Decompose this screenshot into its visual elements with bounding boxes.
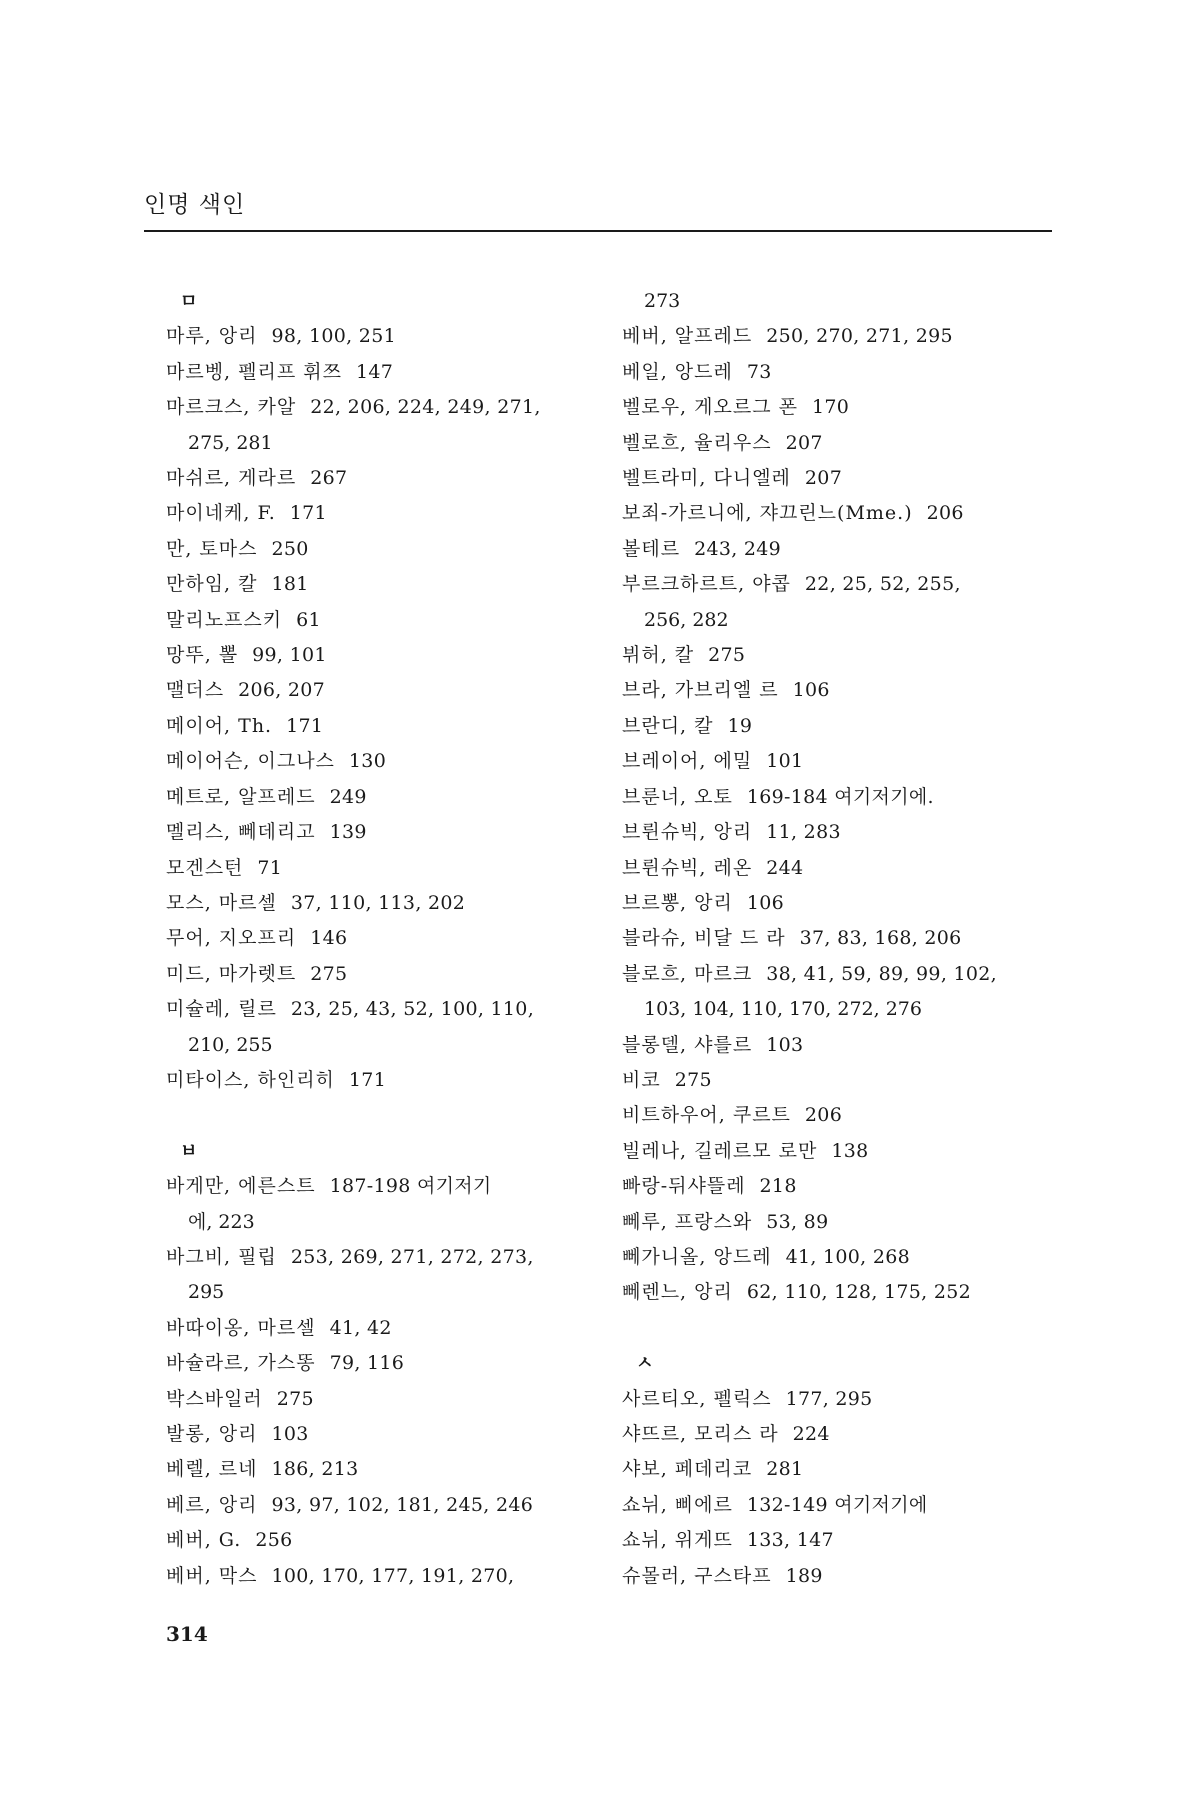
index-entry-name: 벨로우, 게오르그 폰 — [622, 396, 798, 419]
index-section-heading: ㅅ — [636, 1353, 654, 1375]
index-entry — [166, 319, 606, 354]
index-entry-pages: 275 — [708, 644, 746, 667]
index-entry-name: 브르뽕, 앙리 — [622, 891, 733, 914]
index-entry — [622, 1275, 1062, 1310]
index-entry-name: 쇼뉘, 삐에르 — [622, 1493, 733, 1516]
index-entry — [622, 461, 1062, 496]
index-entry — [622, 851, 1062, 886]
index-entry — [622, 1417, 1062, 1452]
index-entry-pages: 99, 101 — [252, 644, 327, 667]
index-entry-continuation: 에, 223 — [188, 1210, 255, 1233]
index-entry-name: 쇼뉘, 위게뜨 — [622, 1529, 733, 1552]
index-entry-pages: 281 — [766, 1458, 804, 1481]
index-entry-name: 미슐레, 릴르 — [166, 998, 277, 1021]
index-entry-pages: 253, 269, 271, 272, 273, — [290, 1245, 534, 1268]
index-entry-pages: 243, 249 — [694, 537, 782, 560]
index-entry — [166, 673, 606, 708]
index-entry-name: 브레이어, 에밀 — [622, 750, 753, 773]
index-entry-name: 마루, 앙리 — [166, 325, 258, 348]
index-entry-name: 브룬너, 오토 — [622, 785, 733, 808]
page-number: 314 — [166, 1622, 208, 1646]
index-entry — [622, 1205, 1062, 1240]
index-entry-name: 박스바일러 — [166, 1387, 263, 1410]
index-entry-name: 발롱, 앙리 — [166, 1422, 258, 1445]
index-entry-name: 베르, 앙리 — [166, 1493, 258, 1516]
index-entry-pages: 250 — [271, 537, 309, 560]
index-entry-pages: 177, 295 — [785, 1387, 873, 1410]
index-entry-pages: 207 — [785, 431, 823, 454]
index-entry — [166, 461, 606, 496]
index-entry-name: 베버, G. — [166, 1529, 242, 1552]
index-entry-pages: 206 — [804, 1104, 843, 1127]
page-header-title: 인명 색인 — [144, 192, 246, 218]
index-entry-name: 브라, 가브리엘 르 — [622, 679, 779, 702]
index-entry-pages: 169-184 여기저기에. — [746, 785, 934, 808]
index-entry-pages: 250, 270, 271, 295 — [766, 325, 953, 348]
index-entry — [622, 815, 1062, 850]
index-entry-name: 사르티오, 펠릭스 — [622, 1387, 772, 1410]
index-entry-pages: 186, 213 — [271, 1458, 359, 1481]
index-entry — [166, 390, 606, 425]
index-entry-pages: 22, 25, 52, 255, — [804, 573, 961, 596]
index-entry-pages: 103 — [766, 1033, 804, 1056]
index-entry-name: 베일, 앙드레 — [622, 360, 733, 383]
index-entry-name: 메이어, Th. — [166, 714, 273, 737]
index-entry-pages: 133, 147 — [746, 1529, 834, 1552]
index-entry — [622, 496, 1062, 531]
index-entry-name: 바따이옹, 마르셀 — [166, 1316, 316, 1339]
index-entry-name: 바슐라르, 가스똥 — [166, 1352, 316, 1375]
index-entry — [622, 1523, 1062, 1558]
index-entry-name: 만하임, 칼 — [166, 573, 258, 596]
index-entry — [622, 355, 1062, 390]
index-entry-pages: 53, 89 — [766, 1210, 829, 1233]
index-entry-pages: 106 — [746, 891, 785, 914]
index-entry-pages: 244 — [766, 856, 804, 879]
index-entry — [166, 1559, 606, 1594]
index-entry-pages: 19 — [727, 714, 753, 737]
index-entry — [622, 744, 1062, 779]
index-entry-pages: 249 — [329, 785, 367, 808]
index-entry-name: 벨트라미, 다니엘레 — [622, 467, 791, 490]
index-entry-pages: 100, 170, 177, 191, 270, — [271, 1564, 515, 1587]
index-entry — [622, 886, 1062, 921]
index-entry-pages: 181 — [271, 573, 309, 596]
index-entry — [622, 780, 1062, 815]
index-entry — [622, 390, 1062, 425]
index-entry-pages: 189 — [785, 1564, 823, 1587]
index-entry-name: 비코 — [622, 1068, 661, 1091]
index-entry-name: 바그비, 필립 — [166, 1245, 277, 1268]
index-entry — [166, 603, 606, 638]
index-entry-pages: 256 — [255, 1529, 293, 1552]
index-entry-name: 마쉬르, 게라르 — [166, 467, 297, 490]
index-entry-name: 블로흐, 마르크 — [622, 962, 753, 985]
index-entry-name: 맬더스 — [166, 679, 225, 702]
index-entry-name: 블롱델, 샤를르 — [622, 1033, 753, 1056]
index-entry-name: 보죄-가르니에, 쟈끄린느(Mme.) — [622, 502, 913, 525]
index-entry-continuation: 273 — [644, 290, 681, 312]
section-gap — [166, 1098, 606, 1133]
index-entry-name: 비트하우어, 쿠르트 — [622, 1104, 791, 1127]
index-entry-name: 슈몰러, 구스타프 — [622, 1564, 772, 1587]
index-entry — [166, 1169, 606, 1204]
index-entry — [166, 1382, 606, 1417]
index-entry — [166, 1311, 606, 1346]
index-entry — [622, 1169, 1062, 1204]
index-entry-pages: 171 — [286, 714, 324, 737]
index-entry-pages: 146 — [310, 927, 348, 950]
index-entry — [166, 957, 606, 992]
index-entry-pages: 206 — [926, 502, 964, 525]
index-entry-name: 메이어슨, 이그나스 — [166, 750, 335, 773]
index-entry-pages: 37, 110, 113, 202 — [290, 891, 466, 914]
index-entry — [166, 638, 606, 673]
index-entry — [622, 921, 1062, 956]
index-entry-name: 브란디, 칼 — [622, 714, 714, 737]
index-entry-name: 무어, 지오프리 — [166, 927, 297, 950]
index-entry-name: 모스, 마르셀 — [166, 891, 277, 914]
index-entry-pages: 218 — [759, 1175, 797, 1198]
index-entry — [622, 319, 1062, 354]
index-entry — [166, 1240, 606, 1275]
index-entry-name: 브륀슈빅, 레온 — [622, 856, 753, 879]
index-entry — [622, 1382, 1062, 1417]
index-entry-pages: 275 — [310, 962, 348, 985]
index-entry — [622, 1063, 1062, 1098]
index-entry-name: 베렐, 르네 — [166, 1458, 258, 1481]
index-entry-name: 모겐스턴 — [166, 856, 244, 879]
index-entry — [166, 1488, 606, 1523]
index-entry-pages: 171 — [348, 1068, 387, 1091]
index-entry — [166, 1063, 606, 1098]
index-entry-name: 베버, 알프레드 — [622, 325, 753, 348]
index-entry-pages: 187-198 여기저기 — [329, 1175, 492, 1198]
index-entry-name: 미드, 마가렛트 — [166, 962, 297, 985]
index-entry — [622, 532, 1062, 567]
index-entry-pages: 267 — [310, 467, 348, 490]
index-entry-name: 뻬렌느, 앙리 — [622, 1281, 733, 1304]
index-entry-pages: 207 — [804, 467, 843, 490]
index-entry — [166, 1346, 606, 1381]
index-entry-pages: 132-149 여기저기에 — [746, 1493, 928, 1516]
index-entry-pages: 106 — [792, 679, 830, 702]
index-entry-pages: 275 — [276, 1387, 314, 1410]
index-entry — [622, 957, 1062, 992]
index-entry-pages: 103 — [271, 1422, 309, 1445]
index-entry-continuation: 103, 104, 110, 170, 272, 276 — [644, 998, 922, 1021]
index-entry-name: 브륀슈빅, 앙리 — [622, 821, 753, 844]
index-entry-pages: 41, 42 — [329, 1316, 392, 1339]
index-entry-pages: 101 — [766, 750, 804, 773]
index-entry — [166, 532, 606, 567]
index-entry-pages: 73 — [746, 360, 772, 383]
index-entry-name: 샤뜨르, 모리스 라 — [622, 1422, 779, 1445]
index-entry — [622, 567, 1062, 602]
index-entry-name: 바게만, 에른스트 — [166, 1175, 316, 1198]
index-entry — [166, 1523, 606, 1558]
index-entry-continuation: 256, 282 — [644, 608, 729, 631]
index-entry-name: 멜리스, 뻬데리고 — [166, 821, 316, 844]
index-column-left — [166, 284, 606, 1594]
index-entry — [622, 709, 1062, 744]
index-entry-name: 미타이스, 하인리히 — [166, 1068, 335, 1091]
index-entry-pages: 147 — [355, 360, 394, 383]
index-entry-pages: 130 — [348, 750, 387, 773]
index-entry-pages: 38, 41, 59, 89, 99, 102, — [766, 962, 998, 985]
index-entry — [622, 1488, 1062, 1523]
index-entry — [622, 1028, 1062, 1063]
index-entry-pages: 275 — [674, 1068, 712, 1091]
index-entry-pages: 98, 100, 251 — [271, 325, 396, 348]
index-entry-continuation: 210, 255 — [188, 1033, 273, 1056]
index-entry-name: 뻬루, 프랑스와 — [622, 1210, 753, 1233]
index-entry-name: 마르벵, 펠리프 휘쯔 — [166, 360, 342, 383]
index-entry-name: 베버, 막스 — [166, 1564, 258, 1587]
index-entry-name: 메트로, 알프레드 — [166, 785, 316, 808]
index-entry — [166, 744, 606, 779]
index-entry — [166, 496, 606, 531]
index-entry-pages: 79, 116 — [329, 1352, 405, 1375]
index-entry-name: 뷔허, 칼 — [622, 644, 695, 667]
index-entry-pages: 139 — [329, 821, 367, 844]
index-entry-pages: 171 — [289, 502, 327, 525]
index-section-heading: ㅁ — [180, 291, 198, 312]
index-entry-name: 빠랑-뒤샤뜰레 — [622, 1175, 746, 1198]
index-entry — [622, 1098, 1062, 1133]
index-entry — [166, 851, 606, 886]
index-entry — [622, 638, 1062, 673]
index-entry — [622, 1240, 1062, 1275]
index-entry — [622, 1559, 1062, 1594]
index-entry-name: 볼테르 — [622, 537, 681, 560]
index-entry — [622, 1452, 1062, 1487]
index-entry — [166, 1417, 606, 1452]
index-entry-name: 마이네케, F. — [166, 502, 276, 525]
index-entry — [166, 780, 606, 815]
index-entry-pages: 37, 83, 168, 206 — [799, 927, 962, 950]
index-entry-name: 샤보, 페데리코 — [622, 1458, 753, 1481]
index-entry-continuation: 295 — [188, 1281, 225, 1304]
index-entry — [622, 1134, 1062, 1169]
index-entry — [166, 355, 606, 390]
index-entry-name: 블라슈, 비달 드 라 — [622, 927, 786, 950]
index-entry-name: 마르크스, 카알 — [166, 396, 297, 419]
index-entry-name: 만, 토마스 — [166, 537, 258, 560]
index-entry-pages: 11, 283 — [766, 821, 841, 844]
index-entry-pages: 22, 206, 224, 249, 271, — [310, 396, 541, 419]
index-entry — [166, 709, 606, 744]
index-entry — [166, 1452, 606, 1487]
index-entry-pages: 138 — [831, 1139, 869, 1162]
index-entry — [166, 886, 606, 921]
index-entry-pages: 170 — [811, 396, 850, 419]
index-entry-name: 말리노프스키 — [166, 608, 283, 631]
index-entry-name: 빌레나, 길레르모 로만 — [622, 1139, 818, 1162]
index-section-heading: ㅂ — [180, 1140, 198, 1162]
index-entry — [166, 992, 606, 1027]
index-entry — [622, 673, 1062, 708]
index-entry-pages: 61 — [296, 608, 321, 631]
index-entry — [166, 815, 606, 850]
index-column-right — [622, 284, 1062, 1594]
index-entry — [622, 426, 1062, 461]
index-entry-pages: 41, 100, 268 — [785, 1245, 911, 1268]
index-entry-pages: 206, 207 — [238, 679, 326, 702]
index-entry-name: 망뚜, 뽈 — [166, 644, 239, 667]
index-entry — [166, 567, 606, 602]
index-entry-pages: 71 — [257, 856, 283, 879]
index-entry-name: 뻬가니올, 앙드레 — [622, 1245, 772, 1268]
index-entry-name: 벨로흐, 율리우스 — [622, 431, 772, 454]
index-entry-pages: 62, 110, 128, 175, 252 — [746, 1281, 972, 1304]
index-entry-continuation: 275, 281 — [188, 431, 273, 454]
header-rule — [144, 230, 1052, 232]
index-entry-pages: 224 — [792, 1422, 830, 1445]
index-entry — [166, 921, 606, 956]
index-entry-pages: 93, 97, 102, 181, 245, 246 — [271, 1493, 534, 1516]
section-gap — [622, 1311, 1062, 1346]
index-entry-pages: 23, 25, 43, 52, 100, 110, — [290, 998, 535, 1021]
index-entry-name: 부르크하르트, 야콥 — [622, 573, 791, 596]
